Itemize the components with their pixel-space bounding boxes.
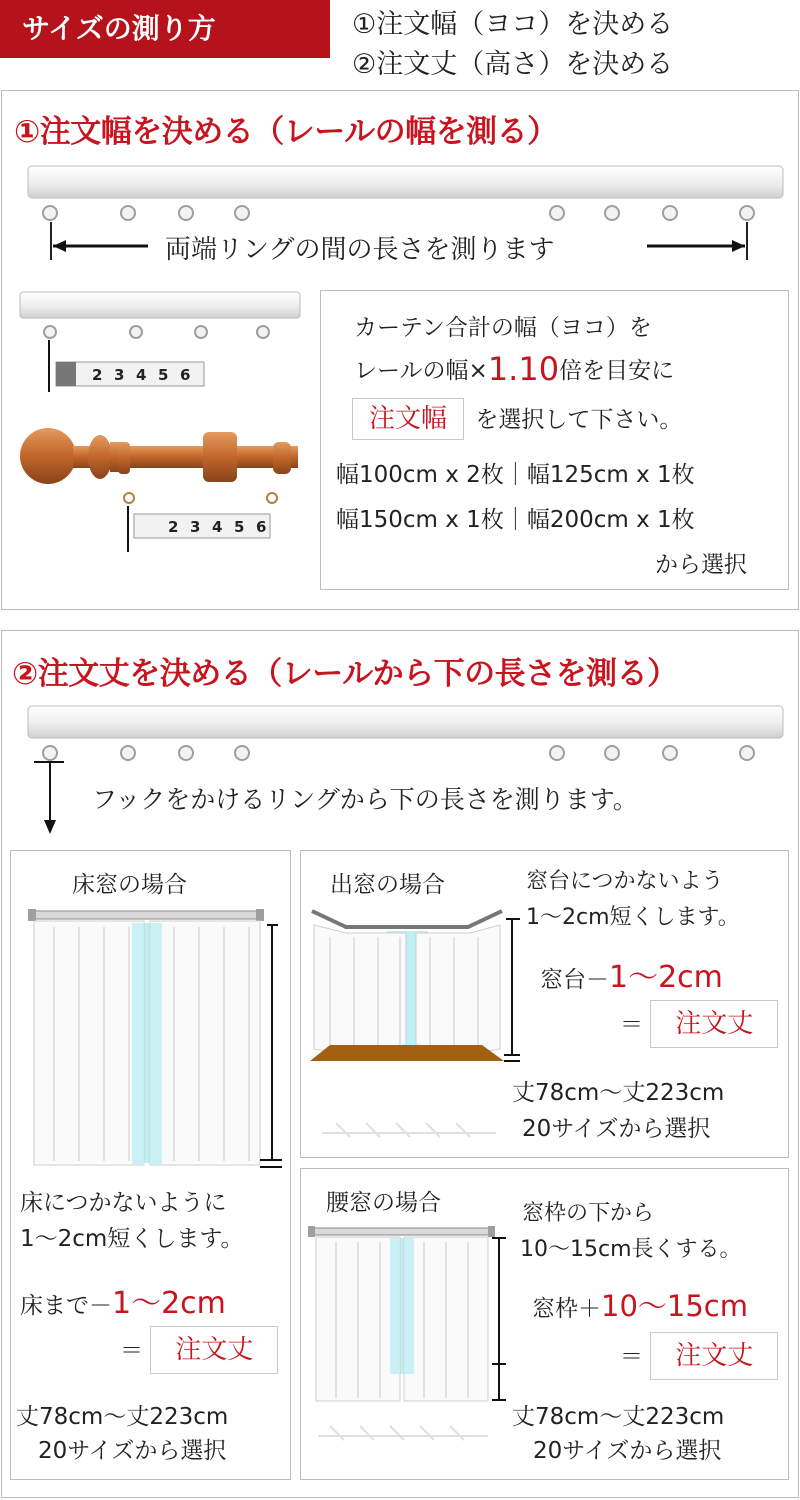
bay-note2: 1〜2cm短くします。 xyxy=(526,905,740,930)
floor-result xyxy=(120,1326,278,1374)
width-option-line1: 幅100cm x 2枚｜幅125cm x 1枚 xyxy=(336,462,695,488)
long-rail-drop-illustration xyxy=(20,700,790,840)
header-step1: ①注文幅（ヨコ）を決める xyxy=(352,9,674,40)
floor-sizes: 20サイズから選択 xyxy=(38,1438,227,1464)
section2-title: ②注文丈を決める（レールから下の長さを測る） xyxy=(12,656,678,692)
floor-formula-value: 1〜2cm xyxy=(112,1286,226,1321)
waist-range: 丈78cm〜丈223cm xyxy=(512,1404,725,1430)
floor-note1: 床につかないように xyxy=(20,1190,227,1216)
section1-measure-caption: 両端リングの間の長さを測ります xyxy=(165,235,555,265)
width-info-line1: カーテン合計の幅（ヨコ）を xyxy=(354,315,652,341)
tape-number: 2 xyxy=(92,366,103,384)
waist-equals: ＝ xyxy=(620,1344,643,1370)
waist-note1: 窓枠の下から xyxy=(522,1201,655,1226)
width-info-line2 xyxy=(354,350,674,388)
tape-number: 2 xyxy=(168,518,179,536)
waist-sizes: 20サイズから選択 xyxy=(533,1438,722,1464)
bay-formula-pre: 窓台－ xyxy=(540,967,609,993)
bay-note1: 窓台につかないよう xyxy=(526,869,724,894)
bay-window-illustration xyxy=(306,905,526,1150)
waist-order-tag: 注文丈 xyxy=(650,1332,778,1380)
bay-range: 丈78cm〜丈223cm xyxy=(512,1080,725,1106)
waist-result xyxy=(620,1332,778,1380)
width-info-line2-post: 倍を目安に xyxy=(559,358,675,384)
tape-number: 6 xyxy=(256,518,267,536)
waist-formula-value: 10〜15cm xyxy=(601,1289,748,1323)
wood-rod-with-tape-illustration xyxy=(18,418,303,558)
width-multiplier: 1.10 xyxy=(487,350,560,388)
floor-equals: ＝ xyxy=(120,1338,143,1364)
width-option-line2: 幅150cm x 1枚｜幅200cm x 1枚 xyxy=(336,507,695,533)
width-info-line3 xyxy=(352,398,682,440)
header-step2: ②注文丈（高さ）を決める xyxy=(352,49,674,80)
bay-formula-value: 1〜2cm xyxy=(609,960,723,995)
width-info-line2-pre: レールの幅× xyxy=(354,358,488,384)
bay-sizes: 20サイズから選択 xyxy=(522,1116,711,1142)
floor-formula-pre: 床まで－ xyxy=(20,1293,112,1319)
tape-number: 6 xyxy=(180,366,191,384)
tape-number: 3 xyxy=(114,366,125,384)
bay-formula xyxy=(540,952,723,996)
width-info-line3-post: を選択して下さい。 xyxy=(475,407,683,433)
header-badge: サイズの測り方 xyxy=(0,0,330,58)
section1-title: ①注文幅を決める（レールの幅を測る） xyxy=(14,114,558,150)
floor-note2: 1〜2cm短くします。 xyxy=(20,1226,244,1252)
waist-formula-pre: 窓枠＋ xyxy=(532,1296,601,1322)
waist-window-title: 腰窓の場合 xyxy=(326,1190,441,1216)
waist-formula xyxy=(532,1284,748,1325)
floor-range: 丈78cm〜丈223cm xyxy=(16,1404,229,1430)
waist-note2: 10〜15cm長くする。 xyxy=(520,1237,742,1262)
bay-window-title: 出窓の場合 xyxy=(330,872,445,898)
section2-measure-caption: フックをかけるリングから下の長さを測ります。 xyxy=(92,785,638,814)
tape-number: 5 xyxy=(158,366,169,384)
floor-window-illustration xyxy=(24,905,286,1170)
floor-window-title: 床窓の場合 xyxy=(72,872,187,898)
bay-equals: ＝ xyxy=(620,1012,643,1038)
floor-formula xyxy=(20,1278,226,1322)
tape-number: 4 xyxy=(212,518,223,536)
floor-order-tag: 注文丈 xyxy=(150,1326,278,1374)
tape-number: 3 xyxy=(190,518,201,536)
bay-order-tag: 注文丈 xyxy=(650,1000,778,1048)
rail-with-tape-illustration xyxy=(18,290,303,400)
width-option-line3: から選択 xyxy=(655,552,747,578)
tape-number: 4 xyxy=(136,366,147,384)
tape-number: 5 xyxy=(234,518,245,536)
waist-window-illustration xyxy=(308,1224,518,1454)
width-order-tag: 注文幅 xyxy=(352,398,464,440)
bay-result xyxy=(620,1000,778,1048)
